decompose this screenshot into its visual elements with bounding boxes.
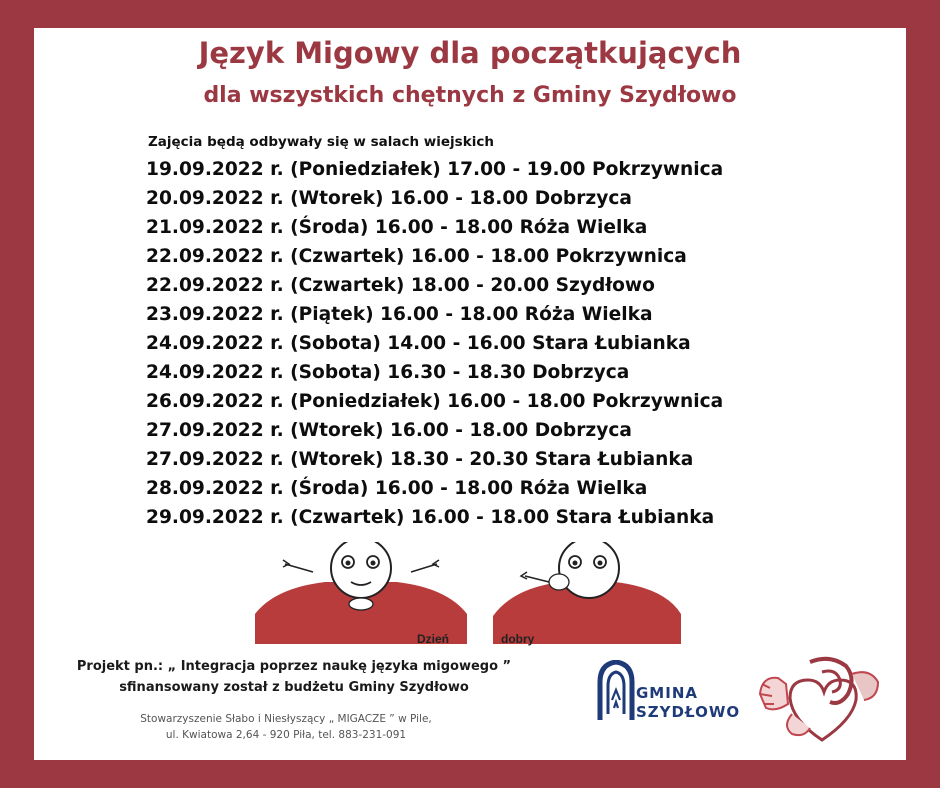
- schedule-list: [146, 155, 723, 532]
- left-figure-icon: [255, 542, 467, 646]
- gmina-logo-line-1: GMINA: [636, 684, 698, 702]
- poster-subtitle: dla wszystkich chętnych z Gminy Szydłowo: [203, 83, 737, 108]
- project-line-2: sfinansowany został z budżetu Gminy Szydłowo: [119, 680, 469, 695]
- project-info: [54, 656, 534, 698]
- schedule-item: 27.09.2022 r. (Wtorek) 18.30 - 20.30 Stara Łubianka: [146, 449, 694, 470]
- schedule-item: 24.09.2022 r. (Sobota) 16.30 - 18.30 Dobrzyca: [146, 362, 630, 383]
- project-line-1: Projekt pn.: „ Integracja poprzez naukę języka migowego ”: [76, 659, 512, 674]
- organization-line-2: ul. Kwiatowa 2,64 - 920 Piła, tel. 883-231-091: [165, 729, 407, 741]
- illustration-word-2: dobry: [501, 632, 535, 646]
- gmina-logo-text: [636, 684, 740, 722]
- intro-text: Zajęcia będą odbywały się w salach wiejskich: [148, 134, 494, 150]
- illustration-word-1: Dzień: [417, 632, 450, 646]
- organization-line-1: Stowarzyszenie Słabo i Niesłyszący „ MIGACZE ” w Pile,: [140, 713, 432, 725]
- right-figure-icon: [493, 542, 681, 646]
- schedule-item: 24.09.2022 r. (Sobota) 14.00 - 16.00 Stara Łubianka: [146, 333, 691, 354]
- sign-language-illustration: [255, 542, 681, 648]
- schedule-item: 22.09.2022 r. (Czwartek) 18.00 - 20.00 Szydłowo: [146, 275, 655, 296]
- poster-card: [34, 28, 906, 760]
- schedule-item: 29.09.2022 r. (Czwartek) 16.00 - 18.00 Stara Łubianka: [146, 507, 715, 528]
- schedule-item: 27.09.2022 r. (Wtorek) 16.00 - 18.00 Dobrzyca: [146, 420, 632, 441]
- organization-info: [136, 711, 436, 743]
- association-logo-icon: [752, 654, 882, 742]
- schedule-item: 22.09.2022 r. (Czwartek) 16.00 - 18.00 Pokrzywnica: [146, 246, 687, 267]
- schedule-item: 19.09.2022 r. (Poniedziałek) 17.00 - 19.00 Pokrzywnica: [146, 159, 724, 180]
- schedule-item: 20.09.2022 r. (Wtorek) 16.00 - 18.00 Dobrzyca: [146, 188, 632, 209]
- schedule-item: 23.09.2022 r. (Piątek) 16.00 - 18.00 Róża Wielka: [146, 304, 653, 325]
- schedule-item: 21.09.2022 r. (Środa) 16.00 - 18.00 Róża Wielka: [146, 217, 648, 238]
- poster-title: Język Migowy dla początkujących: [198, 36, 742, 70]
- gmina-logo-line-2: SZYDŁOWO: [636, 703, 741, 721]
- schedule-item: 28.09.2022 r. (Środa) 16.00 - 18.00 Róża Wielka: [146, 478, 648, 499]
- schedule-item: 26.09.2022 r. (Poniedziałek) 16.00 - 18.00 Pokrzywnica: [146, 391, 724, 412]
